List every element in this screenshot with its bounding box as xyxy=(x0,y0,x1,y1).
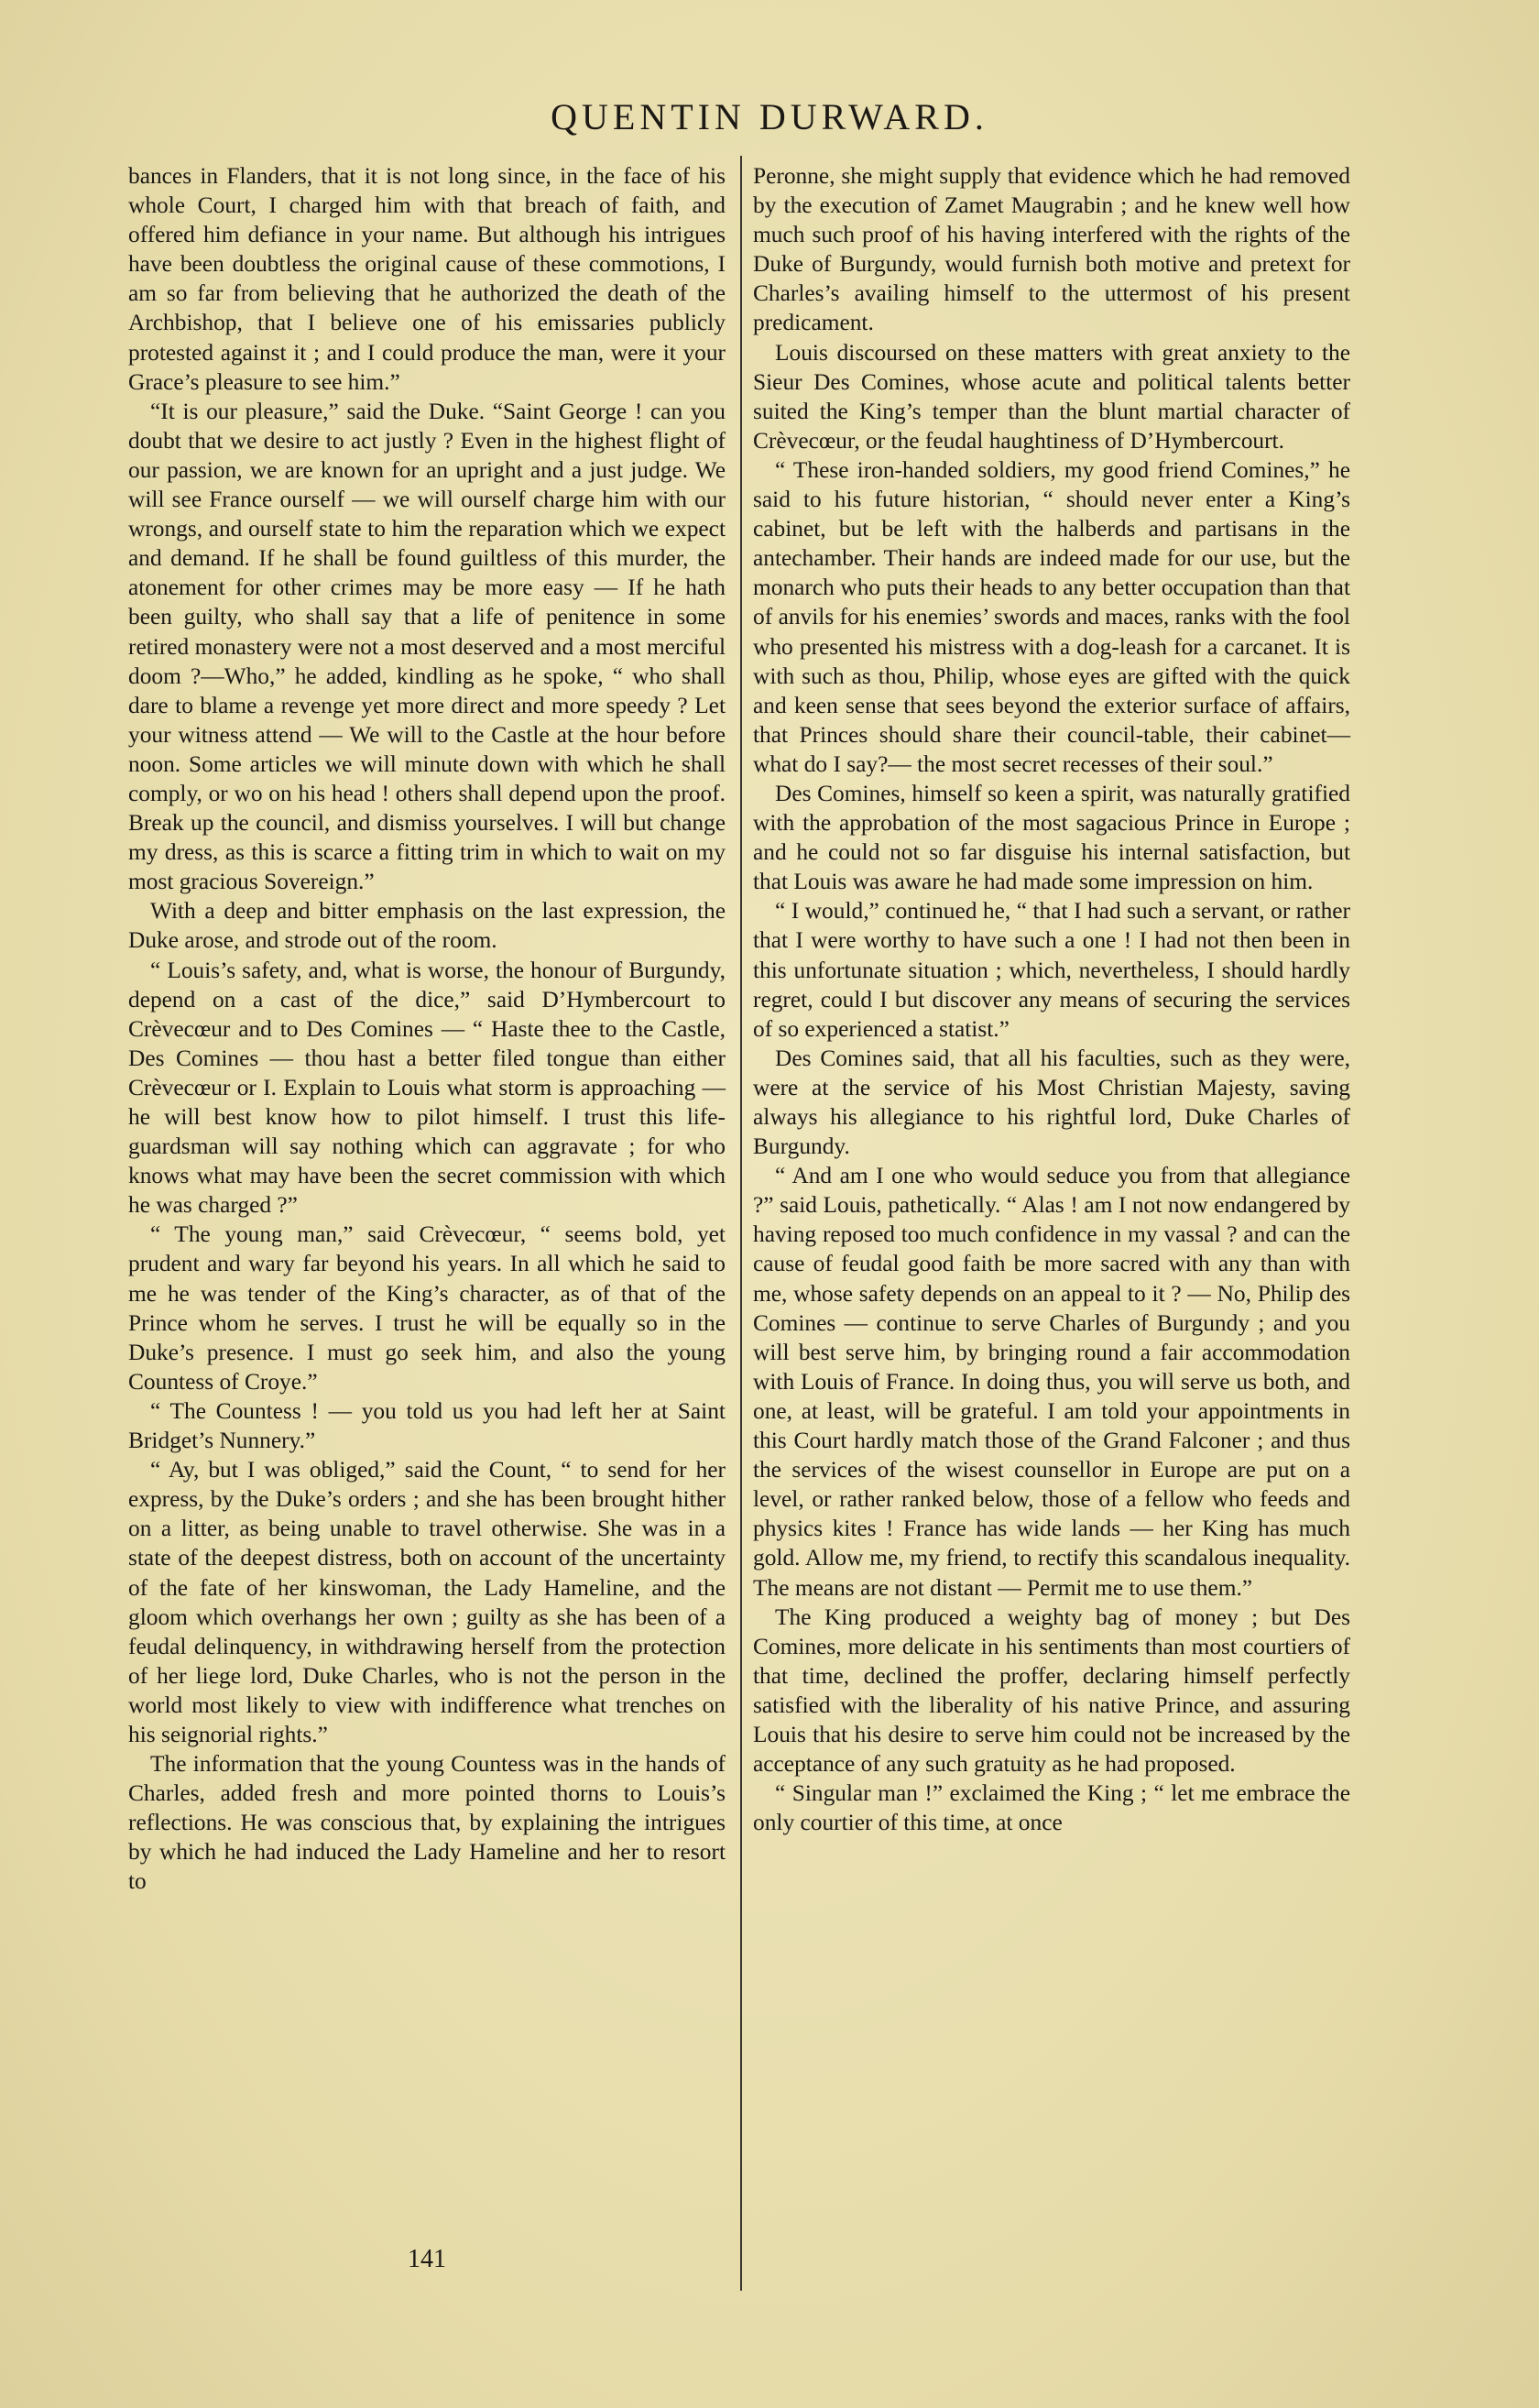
running-head: QUENTIN DURWARD. xyxy=(551,96,988,137)
paragraph: Peronne, she might supply that evidence which he had removed by the execution of Zamet Maugrabin ; and he knew well how much such proof of his having interfered with the rights of the Duke of Burgundy, would furnish both motive and pretext for Charles’s availing himself to the uttermost of his present predicament. xyxy=(753,163,1350,336)
paragraph: The King produced a weighty bag of money ; but Des Comines, more delicate in his sentiments than most courtiers of that time, declined the proffer, declaring himself perfectly satisfied with the liberality of his native Prince, and assuring Louis that his desire to serve him could not be increased by the acceptance of any such gratuity as he had proposed. xyxy=(753,1604,1350,1778)
paragraph: “ Ay, but I was obliged,” said the Count, “ to send for her express, by the Duke’s orders ; and she has been brought hither on a litter, as being unable to travel otherwise. She was in a state of the deepest distress, both on account of the uncertainty of the fate of her kinswoman, the Lady Hameline, and the gloom which overhangs her own ; guilty as she has been of a feudal delinquency, in withdrawing herself from the protection of her liege lord, Duke Charles, who is not the person in the world most likely to view with indifference what trenches on his seignorial rights.” xyxy=(128,1457,726,1747)
paragraph: bances in Flanders, that it is not long since, in the face of his whole Court, I charged him with that breach of faith, and offered him defiance in your name. But although his intrigues have been doubtless the original cause of these commotions, I am so far from believing that he authorized the death of the Archbishop, that I believe one of his emissaries publicly protested against it ; and I could produce the man, were it your Grace’s pleasure to see him.” xyxy=(128,163,726,395)
paragraph: “ Louis’s safety, and, what is worse, the honour of Burgundy, depend on a cast of the dice,” said D’Hymbercourt to Crèvecœur and to Des Comines — “ Haste thee to the Castle, Des Comines — thou hast a better filed tongue than either Crèvecœur or I. Explain to Louis what storm is approaching — he will best know how to pilot himself. I trust this life-guardsman will say nothing which can aggravate ; for who knows what may have been the secret commission with which he was charged ?” xyxy=(128,957,726,1219)
paragraph: The information that the young Countess was in the hands of Charles, added fresh and more pointed thorns to Louis’s reflections. He was conscious that, by explaining the intrigues by which he had induced the Lady Hameline and her to resort to xyxy=(128,1751,726,1895)
paragraph: “ And am I one who would seduce you from that allegiance ?” said Louis, pathetically. “ Alas ! am I not now endangered by having reposed too much confidence in my vassal ? and can the cause of feudal good faith be more sacred with any than with me, whose safety depends on an appeal to it ? — No, Philip des Comines — continue to serve Charles of Burgundy ; and you will best serve him, by bringing round a fair accommodation with Louis of France. In doing thus, you will serve us both, and one, at least, will be grateful. I am told your appointments in this Court hardly match those of the Grand Falconer ; and thus the services of the wisest counsellor in Europe are put on a level, or rather ranked below, those of a fellow who feeds and physics kites ! France has wide lands — her King has much gold. Allow me, my friend, to rectify this scandalous inequality. The means are not distant — Permit me to use them.” xyxy=(753,1163,1350,1601)
paragraph: “It is our pleasure,” said the Duke. “Saint George ! can you doubt that we desire to act justly ? Even in the highest flight of our passion, we are known for an upright and a just judge. We will see France ourself — we will ourself charge him with our wrongs, and ourself state to him the reparation which we expect and demand. If he shall be found guiltless of this murder, the atonement for other crimes may be more easy — If he hath been guilty, who shall say that a life of penitence in some retired monastery were not a most deserved and a most merciful doom ?—Who,” he added, kindling as he spoke, “ who shall dare to blame a revenge yet more direct and more speedy ? Let your witness attend — We will to the Castle at the hour before noon. Some articles we will minute down with which he shall comply, or wo on his head ! others shall depend upon the proof. Break up the council, and dismiss yourselves. I will but change my dress, as this is scarce a fitting trim in which to wait on my most gracious Sovereign.” xyxy=(128,398,726,895)
paragraph: Des Comines, himself so keen a spirit, was naturally gratified with the approbation of the most sagacious Prince in Europe ; and he could not so far disguise his internal satisfaction, but that Louis was aware he had made some impression on him. xyxy=(753,780,1350,895)
paragraph: “ These iron-handed soldiers, my good friend Comines,” he said to his future historian, “ should never enter a King’s cabinet, but be left with the halberds and partisans in the antechamber. Their hands are indeed made for our use, but the monarch who puts their heads to any better occupation than that of anvils for his enemies’ swords and maces, ranks with the fool who presented his mistress with a dog-leash for a carcanet. It is with such as thou, Philip, whose eyes are gifted with the quick and keen sense that sees beyond the exterior surface of affairs, that Princes should share their council-table, their cabinet—what do I say?— the most secret recesses of their soul.” xyxy=(753,456,1350,777)
page-number: 141 xyxy=(408,2245,446,2273)
paragraph: With a deep and bitter emphasis on the last expression, the Duke arose, and strode out of the room. xyxy=(128,898,726,954)
paragraph: “ The Countess ! — you told us you had left her at Saint Bridget’s Nunnery.” xyxy=(128,1397,726,1454)
paragraph: Des Comines said, that all his faculties, such as they were, were at the service of his Most Christian Majesty, saving always his allegiance to his rightful lord, Duke Charles of Burgundy. xyxy=(753,1045,1350,1160)
left-column xyxy=(128,161,726,1897)
paragraph: “ The young man,” said Crèvecœur, “ seems bold, yet prudent and wary far beyond his years. In all which he said to me he was tender of the King’s character, as of that of the Prince whom he serves. I trust he will be equally so in the Duke’s presence. I must go seek him, and also the young Countess of Croye.” xyxy=(128,1221,726,1395)
right-column xyxy=(753,161,1350,1837)
paragraph: “ I would,” continued he, “ that I had such a servant, or rather that I were worthy to have such a one ! I had not then been in this unfortunate situation ; which, nevertheless, I should hardly regret, could I but discover any means of securing the services of so experienced a statist.” xyxy=(753,898,1350,1042)
paragraph: Louis discoursed on these matters with great anxiety to the Sieur Des Comines, whose acute and political talents better suited the King’s temper than the blunt martial character of Crèvecœur, or the feudal haughtiness of D’Hymbercourt. xyxy=(753,339,1350,454)
column-divider xyxy=(740,156,742,2291)
paragraph: “ Singular man !” exclaimed the King ; “ let me embrace the only courtier of this time, at once xyxy=(753,1780,1350,1836)
